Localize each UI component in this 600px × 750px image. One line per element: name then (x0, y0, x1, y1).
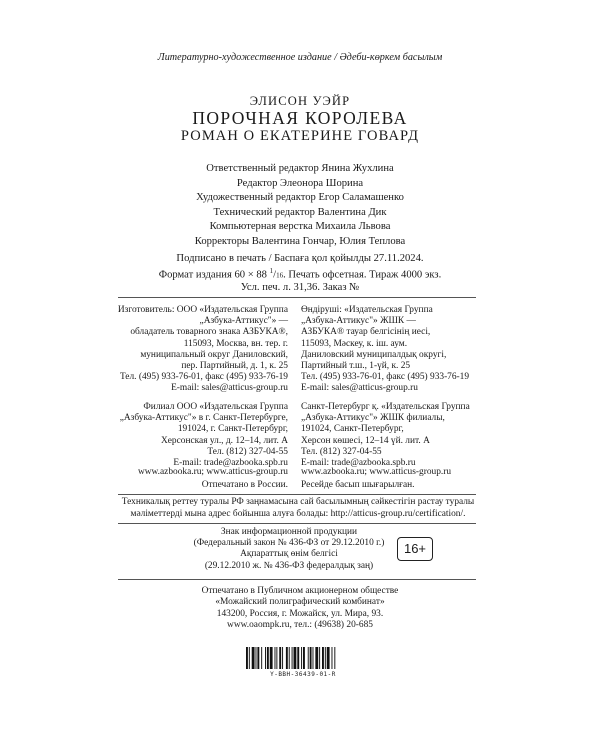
barcode-bar (265, 647, 266, 669)
barcode-text: Y-BBH-36439-01-R (270, 671, 336, 678)
branch-ru (120, 402, 288, 469)
divider (118, 297, 476, 298)
text-line: АЗБУКА® тауар белгісінің иесі, (301, 327, 431, 338)
email-line: E-mail: sales@atticus-group.ru (301, 383, 418, 394)
text-line: Филиал ООО «Издательская Группа (143, 402, 288, 412)
printer-line: «Можайский полиграфический комбинат» (215, 597, 385, 608)
order-line: Усл. печ. л. 31,36. Заказ № (240, 282, 360, 294)
branch-kz (301, 402, 470, 469)
text-line: пер. Партийный, д. 1, к. 25 (181, 361, 288, 372)
barcode-bar (289, 647, 290, 669)
divider (118, 494, 476, 495)
barcode-bar (334, 647, 335, 669)
barcode-bar (286, 647, 288, 669)
credit-line: Корректоры Валентина Гончар, Юлия Теплова (194, 235, 406, 247)
printer-line: Отпечатано в Публичном акционерном обществе (201, 586, 399, 596)
barcode-bar (310, 647, 312, 669)
print-info (0, 253, 600, 295)
sign-line: (29.12.2010 ж. № 436-ФЗ федералдық заң) (204, 560, 374, 571)
barcode-bar (267, 647, 269, 669)
format-suffix: . Печать офсетная. Тираж 4000 экз. (283, 269, 442, 281)
barcode-bar (294, 647, 297, 669)
barcode-bar (301, 647, 302, 669)
certification-notice (118, 497, 478, 520)
divider (118, 523, 476, 524)
web-ru (138, 467, 288, 491)
barcode-bar (322, 647, 324, 669)
barcode-bar (292, 647, 293, 669)
email-line: E-mail: trade@azbooka.spb.ru (301, 458, 416, 469)
format-fraction-den: 16 (276, 271, 284, 280)
text-line: Изготовитель: ООО «Издательская Группа (117, 305, 288, 315)
sign-line: (Федеральный закон № 436-ФЗ от 29.12.2010 г.) (193, 538, 385, 549)
text-line: Тел. (495) 933-76-01, факс (495) 933-76-19 (119, 372, 288, 383)
age-rating-badge: 16+ (397, 537, 433, 561)
barcode-bar (303, 647, 305, 669)
format-prefix: Формат издания 60 × 88 (158, 269, 270, 281)
barcode-bar (327, 647, 330, 669)
book-author: ЭЛИСОН УЭЙР (249, 94, 351, 108)
barcode-bar (270, 647, 273, 669)
sign-line: Знак информационной продукции (220, 527, 358, 537)
web-kz (301, 467, 451, 491)
manufacturer-ru (118, 305, 288, 395)
barcode-bar (315, 647, 318, 669)
barcode-bar (246, 647, 248, 669)
barcode-bar (252, 647, 255, 669)
printer-line: 143200, Россия, г. Можайск, ул. Мира, 93. (216, 608, 384, 619)
barcode-bar (282, 647, 283, 669)
credit-line: Технический редактор Валентина Дик (213, 206, 387, 218)
notice-line: Техникалық реттеу туралы РФ заңнамасына сай басылымның сәйкестігін растау туралы (121, 497, 475, 507)
barcode-bar (275, 647, 276, 669)
text-line: Партийный т.ш., 1-үй, к. 25 (301, 361, 411, 372)
information-product-sign (164, 527, 414, 572)
notice-line: мәліметтерді мына адрес бойынша алуға болады: http://atticus-group.ru/certification/. (130, 508, 466, 519)
text-line: Санкт-Петербург қ. «Издательская Группа (301, 402, 470, 412)
text-line: 191024, Санкт-Петербург, (301, 424, 404, 435)
barcode-bar (297, 647, 299, 669)
text-line: „Азбука-Аттикус"» — (199, 316, 288, 327)
barcode-bar (249, 647, 250, 669)
text-line: „Азбука-Аттикус"» в г. Санкт-Петербурге, (119, 413, 288, 424)
format-line (0, 265, 600, 282)
credit-line: Компьютерная верстка Михаила Львова (209, 221, 391, 233)
barcode-bar (313, 647, 314, 669)
printed-in-line: Ресейде басып шығарылған. (301, 480, 415, 491)
printer-info (0, 586, 600, 632)
barcode-bar (261, 647, 262, 669)
text-line: „Азбука-Аттикус"» ЖШК — (301, 316, 416, 327)
barcode-bar (257, 647, 259, 669)
printed-in-line: Отпечатано в России. (201, 480, 288, 491)
text-line: Даниловский муниципалдық округі, (301, 349, 447, 360)
barcode-bar (279, 647, 281, 669)
sign-line: Ақпараттық өнім белгісі (240, 549, 338, 560)
text-line: Өндіруші: «Издательская Группа (301, 305, 433, 315)
credit-line: Ответственный редактор Янина Жухлина (206, 163, 394, 174)
format-fraction-sep: / (273, 269, 277, 281)
text-line: Тел. (495) 933-76-01, факс (495) 933-76-19 (301, 372, 470, 383)
text-line: Херсон көшесі, 12–14 үй. лит. А (301, 435, 430, 446)
printer-line: www.oaompk.ru, тел.: (49638) 20-685 (227, 620, 373, 631)
barcode-bar (319, 647, 320, 669)
text-line: 115093, Москва, вн. тер. г. (183, 338, 288, 349)
text-line: 115093, Мәскеу, к. іш. аум. (301, 338, 408, 349)
website-line: www.azbooka.ru; www.atticus-group.ru (301, 467, 452, 477)
text-line: муниципальный округ Даниловский, (140, 349, 288, 360)
text-line: обладатель товарного знака АЗБУКА®, (130, 327, 288, 338)
email-line: E-mail: sales@atticus-group.ru (171, 383, 288, 394)
website-line: www.azbooka.ru; www.atticus-group.ru (137, 467, 288, 477)
text-line: 191024, г. Санкт-Петербург, (177, 424, 288, 435)
text-line: Тел. (812) 327-04-55 (207, 446, 288, 457)
book-title: ПОРОЧНАЯ КОРОЛЕВА (192, 108, 408, 128)
text-line: Тел. (812) 327-04-55 (301, 446, 382, 457)
barcode-bar (325, 647, 326, 669)
text-line: „Азбука-Аттикус"» ЖШК филиалы, (301, 413, 445, 424)
book-subtitle: РОМАН О ЕКАТЕРИНЕ ГОВАРД (180, 128, 420, 144)
credit-line: Редактор Элеонора Шорина (236, 177, 364, 189)
manufacturer-kz (301, 305, 469, 395)
divider (118, 579, 476, 580)
format-fraction-num: 1 (269, 267, 274, 276)
text-line: Херсонская ул., д. 12–14, лит. А (161, 435, 288, 446)
barcode-bar (332, 647, 333, 669)
barcode-bar (256, 647, 257, 669)
barcode-bar (276, 647, 277, 669)
editorial-credits (0, 162, 600, 250)
barcode-bar (308, 647, 309, 669)
email-line: E-mail: trade@azbooka.spb.ru (173, 458, 288, 469)
signed-for-print: Подписано в печать / Баспаға қол қойылды 27.11.2024. (176, 253, 424, 264)
barcode-image (246, 647, 360, 669)
credit-line: Художественный редактор Егор Саламашенко (196, 192, 404, 204)
edition-type: Литературно-художественное издание / Әдеби-көркем басылым (157, 52, 443, 63)
